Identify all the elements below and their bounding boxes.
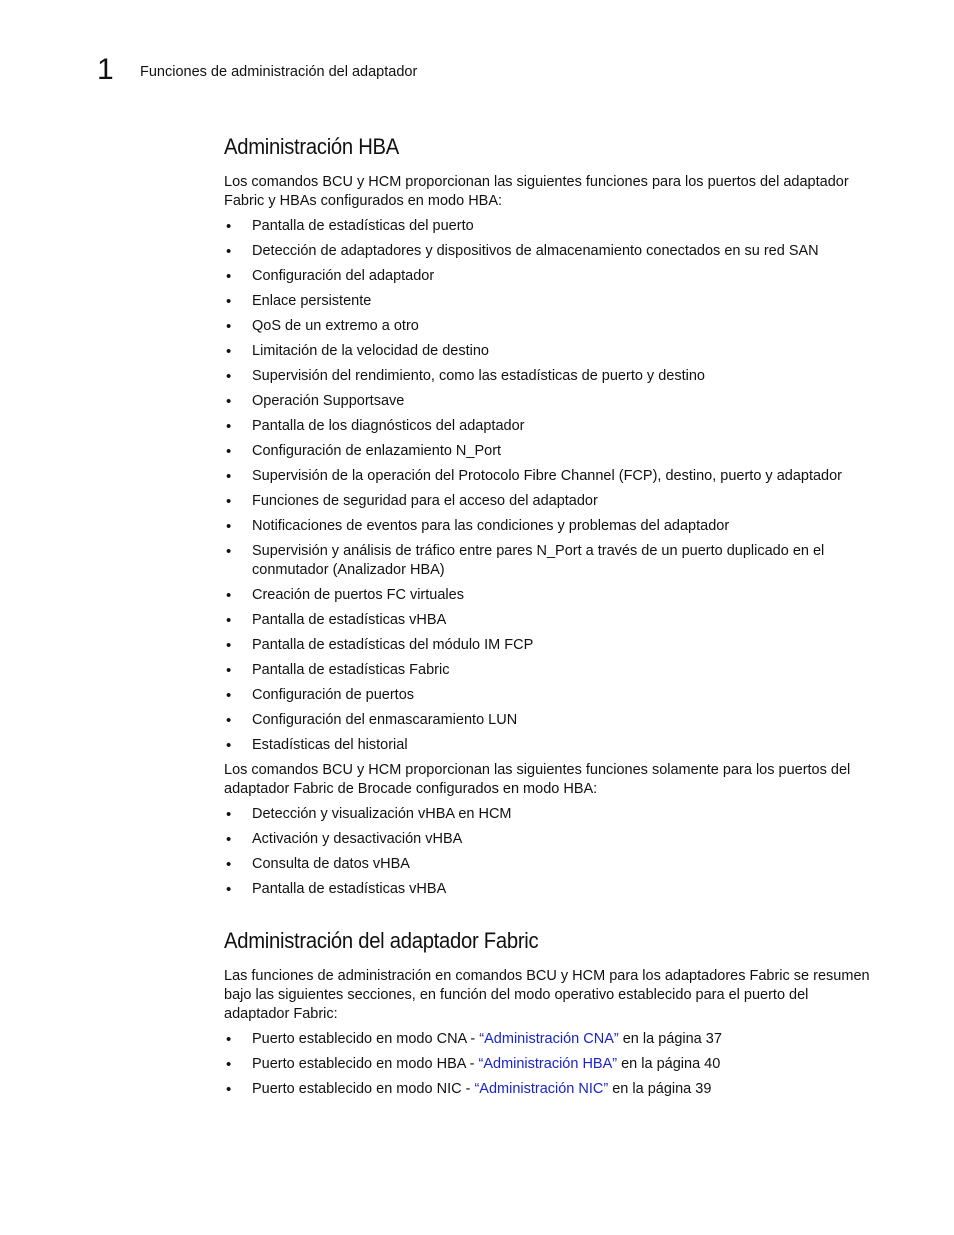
list-item: • Configuración del adaptador (224, 267, 874, 286)
list-item: • Configuración de puertos (224, 686, 874, 705)
list-item (224, 1080, 874, 1099)
list-item-prefix: Puerto establecido en modo HBA - (252, 1056, 479, 1072)
list-item: • Supervisión y análisis de tráfico entre pares N_Port a través de un puerto duplicado en el conmutador (Analizador HBA) (224, 542, 874, 580)
list-item: • Enlace persistente (224, 292, 874, 311)
list-item: • Operación Supportsave (224, 392, 874, 411)
list-item: • Pantalla de estadísticas Fabric (224, 661, 874, 680)
list-item-suffix: en la página 40 (617, 1056, 721, 1072)
list-item (224, 1030, 874, 1049)
section-title-hba: Administración HBA (224, 134, 400, 159)
cross-reference-link[interactable]: “Administración CNA” (479, 1031, 619, 1047)
list-item: • Notificaciones de eventos para las condiciones y problemas del adaptador (224, 517, 874, 536)
list-item: • Creación de puertos FC virtuales (224, 586, 874, 605)
cross-reference-link[interactable]: “Administración NIC” (474, 1081, 609, 1097)
list-item-prefix: Puerto establecido en modo CNA - (252, 1031, 480, 1047)
list-item: • QoS de un extremo a otro (224, 317, 874, 336)
hba-feature-list (224, 217, 874, 755)
list-item: • Pantalla de estadísticas del puerto (224, 217, 874, 236)
list-item: • Pantalla de estadísticas del módulo IM FCP (224, 636, 874, 655)
list-item: • Funciones de seguridad para el acceso del adaptador (224, 492, 874, 511)
mode-link-list (224, 1030, 874, 1099)
list-item: • Detección de adaptadores y dispositivos de almacenamiento conectados en su red SAN (224, 242, 874, 261)
list-item-suffix: en la página 37 (618, 1031, 722, 1047)
brocade-hba-feature-list (224, 805, 874, 899)
list-item (224, 1055, 874, 1074)
list-item: • Activación y desactivación vHBA (224, 830, 874, 849)
list-item: • Estadísticas del historial (224, 736, 874, 755)
list-item: • Detección y visualización vHBA en HCM (224, 805, 874, 824)
page-content (224, 130, 874, 1105)
list-item: • Consulta de datos vHBA (224, 855, 874, 874)
section-hba-intro: Los comandos BCU y HCM proporcionan las siguientes funciones para los puertos del adaptador Fabric y HBAs configurados en modo HBA: (224, 174, 849, 209)
chapter-number: 1 (97, 53, 114, 86)
list-item: • Pantalla de estadísticas vHBA (224, 611, 874, 630)
section-fabric-intro: Las funciones de administración en comandos BCU y HCM para los adaptadores Fabric se resumen bajo las siguientes secciones, en función del modo operativo establecido para el puerto del adaptador Fabric: (224, 968, 870, 1022)
section-title-fabric: Administración del adaptador Fabric (224, 928, 539, 953)
list-item: • Configuración de enlazamiento N_Port (224, 442, 874, 461)
list-item-prefix: Puerto establecido en modo NIC - (252, 1081, 475, 1097)
section-hba-intro-2: Los comandos BCU y HCM proporcionan las siguientes funciones solamente para los puertos del adaptador Fabric de Brocade configurados en modo HBA: (224, 762, 851, 797)
list-item: • Limitación de la velocidad de destino (224, 342, 874, 361)
list-item: • Pantalla de los diagnósticos del adaptador (224, 417, 874, 436)
list-item: • Supervisión del rendimiento, como las estadísticas de puerto y destino (224, 367, 874, 386)
running-header-title: Funciones de administración del adaptador (140, 64, 418, 80)
list-item: • Supervisión de la operación del Protocolo Fibre Channel (FCP), destino, puerto y adaptador (224, 467, 874, 486)
list-item-suffix: en la página 39 (608, 1081, 712, 1097)
cross-reference-link[interactable]: “Administración HBA” (478, 1056, 618, 1072)
list-item: • Configuración del enmascaramiento LUN (224, 711, 874, 730)
list-item: • Pantalla de estadísticas vHBA (224, 880, 874, 899)
